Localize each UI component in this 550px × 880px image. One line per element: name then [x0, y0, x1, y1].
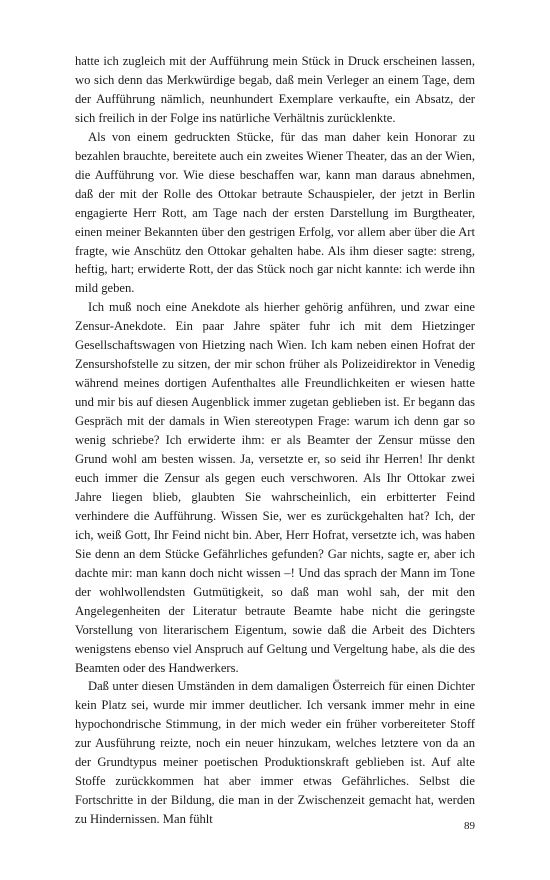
paragraph-2: Als von einem gedruckten Stücke, für das man daher kein Honorar zu bezahlen brauchte, bereitete auch ein zweites Wiener Theater, das an der Wien, die Aufführung vor. Wie diese beschaffen war, kann man daraus abnehmen, daß der mit der Rolle des Ottokar betraute Schauspieler, der jetzt in Berlin engagierte Herr Rott, am Tage nach der ersten Darstellung im Burgtheater, einen meiner Bekannten über den gestrigen Erfolg, vor allem aber über die Art fragte, wie Anschütz den Ottokar gehalten habe. Als ihm dieser sagte: streng, heftig, hart; erwiderte Rott, der das Stück noch gar nicht kannte: ich werde ihn mild geben.: [75, 129, 475, 296]
page-number: 89: [464, 820, 475, 832]
body-text: [75, 52, 475, 829]
paragraph-4: Daß unter diesen Umständen in dem damaligen Österreich für einen Dichter kein Platz sei, wurde mir immer deutlicher. Ich versank immer mehr in eine hypochondrische Stimmung, in der mich weder ein früher vorbereiteter Stoff zur Ausführung reizte, noch ein neuer hinzukam, welches letztere von da an der Grundtypus meiner poetischen Produktionskraft geblieben ist. Auf alte Stoffe zurückkommen hat aber immer etwas Gefährliches. Selbst die Fortschritte in der Bildung, die man in der Zwischenzeit gemacht hat, werden zu Hindernissen. Man fühlt: [75, 679, 475, 827]
paragraph-3: Ich muß noch eine Anekdote als hierher gehörig anführen, und zwar eine Zensur-Anekdote. Ein paar Jahre später fuhr ich mit dem Hietzinger Gesellschaftswagen von Hietzing nach Wien. Ich kam neben einen Hofrat der Zensurshofstelle zu sitzen, der mir schon früher als Polizeidirektor in Venedig während meines dortigen Aufenthaltes alle Freundlichkeiten er wiesen hatte und mir bis auf diesen Augenblick immer zugetan geblieben ist. Er begann das Gespräch mit der damals in Wien stereotypen Frage: warum ich denn gar so wenig schriebe? Ich erwiderte ihm: er als Beamter der Zensur müsse den Grund wohl am besten wissen. Ja, versetzte er, so seid ihr Herren! Ihr denkt euch immer die Zensur als gegen euch verschworen. Als Ihr Ottokar zwei Jahre liegen blieb, glaubten Sie wahrscheinlich, ein erbitterter Feind verhindere die Aufführung. Wissen Sie, wer es zurückgehalten hat? Ich, der ich, weiß Gott, Ihr Feind nicht bin. Aber, Herr Hofrat, versetzte ich, was haben Sie denn an dem Stücke Gefährliches gefunden? Gar nichts, sagte er, aber ich dachte mir: man kann doch nicht wissen –! Und das sprach der Mann im Tone der wohlwollendsten Gutmütigkeit, so daß man wohl sah, der mit den Angelegenheiten der Literatur betraute Beamte habe nicht die geringste Vorstellung von literarischem Eigentum, sowie daß die Arbeit des Dichters wenigstens ebenso viel Anspruch auf Geltung und Vergeltung habe, als die des Beamten oder des Handwerkers.: [75, 300, 475, 675]
paragraph-1: hatte ich zugleich mit der Aufführung mein Stück in Druck erscheinen lassen, wo sich denn das Merkwürdige begab, daß mein Verleger an einem Tage, dem der Aufführung nämlich, neunhundert Exemplare verkaufte, ein Absatz, der sich freilich in der Folge ins natürliche Verhältnis zurücklenkte.: [75, 54, 475, 125]
